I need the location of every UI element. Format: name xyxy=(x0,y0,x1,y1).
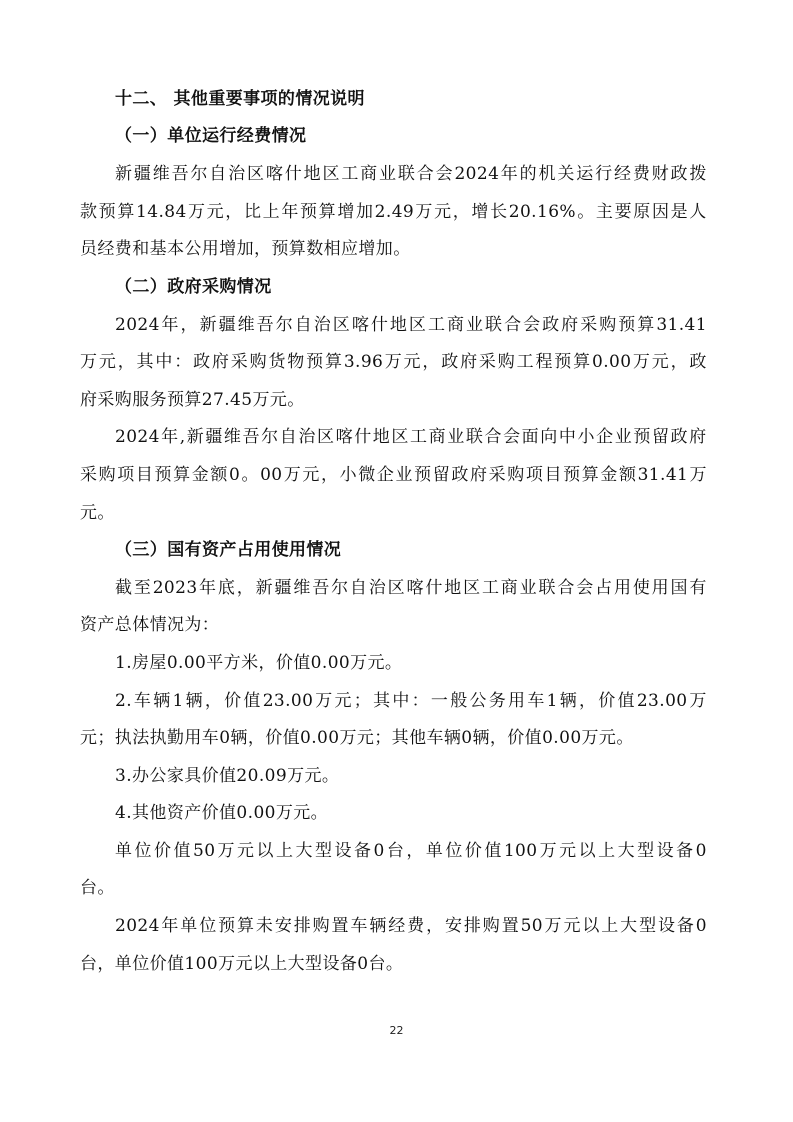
paragraph-line: 款 预 算 14.84 万 元 ， 比 上 年 预 算 增 加 2.49 万 元 ， 增 长 20.16% 。 主 要 原 因 是 人 xyxy=(80,202,707,222)
paragraph-line: 新 疆 维 吾 尔 自 治 区 喀 什 地 区 工 商 业 联 合 会 2024 年 的 机 关 运 行 经 费 财 政 拨 xyxy=(115,164,707,184)
subsection-heading-operating-funds: （一）单位运行经费情况 xyxy=(115,126,307,146)
section-title: 十二、 其他重要事项的情况说明 xyxy=(115,89,365,109)
paragraph-line: 府采购服务预算27.45万元。 xyxy=(80,390,305,410)
subsection-heading-state-assets: （三）国有资产占用使用情况 xyxy=(115,540,342,560)
paragraph-line: 3.办公家具价值20.09万元。 xyxy=(115,766,340,786)
paragraph-line: 元；执法执勤用车0辆，价值0.00万元；其他车辆0辆，价值0.00万元。 xyxy=(80,728,634,748)
paragraph-line: 2024 年 ， 新 疆 维 吾 尔 自 治 区 喀 什 地 区 工 商 业 联 合 会 政 府 采 购 预 算 31.41 xyxy=(115,315,707,335)
paragraph-line: 1.房屋0.00平方米，价值0.00万元。 xyxy=(115,653,403,673)
paragraph-line: 2024 年 , 新 疆 维 吾 尔 自 治 区 喀 什 地 区 工 商 业 联 合 会 面 向 中 小 企 业 预 留 政 府 xyxy=(115,427,707,447)
paragraph-line: 台，单位价值100万元以上大型设备0台。 xyxy=(80,954,404,974)
paragraph-line: 台。 xyxy=(80,878,115,898)
paragraph-line: 2. 车 辆 1 辆 ， 价 值 23.00 万 元 ； 其 中 ： 一 般 公 务 用 车 1 辆 ， 价 值 23.00 万 xyxy=(115,691,707,711)
paragraph-line: 员经费和基本公用增加，预算数相应增加。 xyxy=(80,239,411,259)
paragraph-line: 万 元 ， 其 中 ： 政 府 采 购 货 物 预 算 3.96 万 元 ， 政 府 采 购 工 程 预 算 0.00 万 元 ， 政 xyxy=(80,352,707,372)
paragraph-line: 采 购 项 目 预 算 金 额 0 。 00 万 元 ， 小 微 企 业 预 留 政 府 采 购 项 目 预 算 金 额 31.41 万 xyxy=(80,465,707,485)
page-number: 22 xyxy=(389,1024,404,1037)
paragraph-line: 2024 年 单 位 预 算 未 安 排 购 置 车 辆 经 费 ， 安 排 购 置 50 万 元 以 上 大 型 设 备 0 xyxy=(115,916,707,936)
paragraph-line: 截 至 2023 年 底 ， 新 疆 维 吾 尔 自 治 区 喀 什 地 区 工 商 业 联 合 会 占 用 使 用 国 有 xyxy=(115,578,707,598)
paragraph-line: 元。 xyxy=(80,503,115,523)
paragraph-line: 资产总体情况为： xyxy=(80,615,220,635)
paragraph-line: 4.其他资产价值0.00万元。 xyxy=(115,803,329,823)
subsection-heading-government-procurement: （二）政府采购情况 xyxy=(115,277,272,297)
paragraph-line: 单 位 价 值 50 万 元 以 上 大 型 设 备 0 台 ， 单 位 价 值 100 万 元 以 上 大 型 设 备 0 xyxy=(115,841,707,861)
